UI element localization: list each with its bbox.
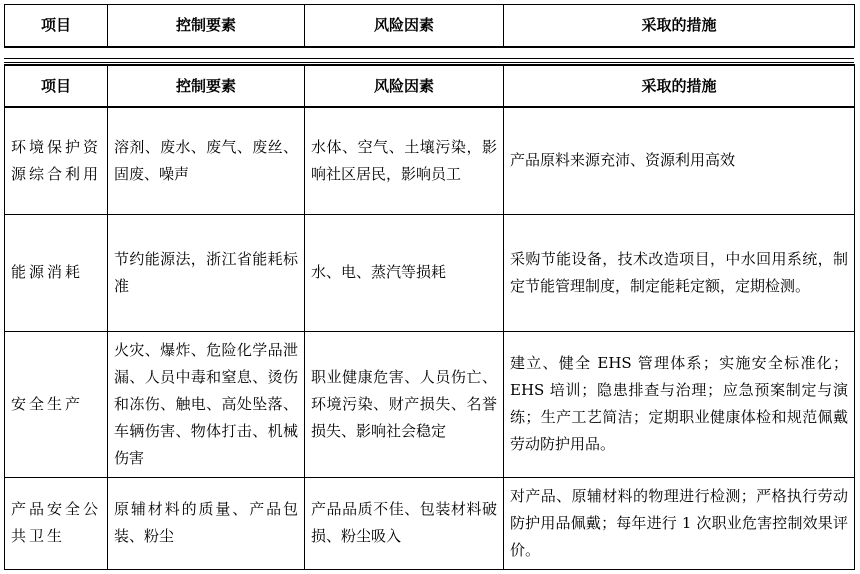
cell-risk: 职业健康危害、人员伤亡、环境污染、财产损失、名誉损失、影响社会稳定 — [305, 331, 504, 477]
header-risk: 风险因素 — [305, 5, 504, 47]
table-row — [5, 214, 855, 331]
table-row — [5, 331, 855, 477]
cell-control: 节约能源法，浙江省能耗标准 — [108, 214, 305, 331]
table-row — [5, 477, 855, 569]
cell-measures: 建立、健全 EHS 管理体系；实施安全标准化；EHS 培训；隐患排查与治理；应急预案制定与演练；生产工艺简洁；定期职业健康体检和规范佩戴劳动防护用品。 — [504, 331, 855, 477]
risk-control-table — [4, 64, 855, 570]
cell-item: 能源消耗 — [5, 214, 108, 331]
double-rule-divider — [4, 58, 854, 63]
cell-measures: 对产品、原辅材料的物理进行检测；严格执行劳动防护用品佩戴；每年进行 1 次职业危害控制效果评价。 — [504, 477, 855, 569]
cell-item: 安全生产 — [5, 331, 108, 477]
cell-control: 溶剂、废水、废气、废丝、固废、噪声 — [108, 107, 305, 214]
header-control: 控制要素 — [108, 65, 305, 107]
header-measures: 采取的措施 — [504, 5, 855, 47]
cell-risk: 水体、空气、土壤污染，影响社区居民，影响员工 — [305, 107, 504, 214]
header-item: 项目 — [5, 65, 108, 107]
header-risk: 风险因素 — [305, 65, 504, 107]
header-item: 项目 — [5, 5, 108, 47]
header-measures: 采取的措施 — [504, 65, 855, 107]
repeated-header-table — [4, 4, 855, 48]
cell-item: 产品安全公共卫生 — [5, 477, 108, 569]
header-row-repeated — [5, 5, 855, 47]
cell-measures: 产品原料来源充沛、资源利用高效 — [504, 107, 855, 214]
cell-control: 火灾、爆炸、危险化学品泄漏、人员中毒和窒息、烫伤和冻伤、触电、高处坠落、车辆伤害、物体打击、机械伤害 — [108, 331, 305, 477]
header-row — [5, 65, 855, 107]
cell-item: 环境保护资源综合利用 — [5, 107, 108, 214]
cell-risk: 水、电、蒸汽等损耗 — [305, 214, 504, 331]
cell-control: 原辅材料的质量、产品包装、粉尘 — [108, 477, 305, 569]
header-control: 控制要素 — [108, 5, 305, 47]
cell-measures: 采购节能设备，技术改造项目，中水回用系统，制定节能管理制度，制定能耗定额，定期检测。 — [504, 214, 855, 331]
cell-risk: 产品品质不佳、包装材料破损、粉尘吸入 — [305, 477, 504, 569]
table-row — [5, 107, 855, 214]
